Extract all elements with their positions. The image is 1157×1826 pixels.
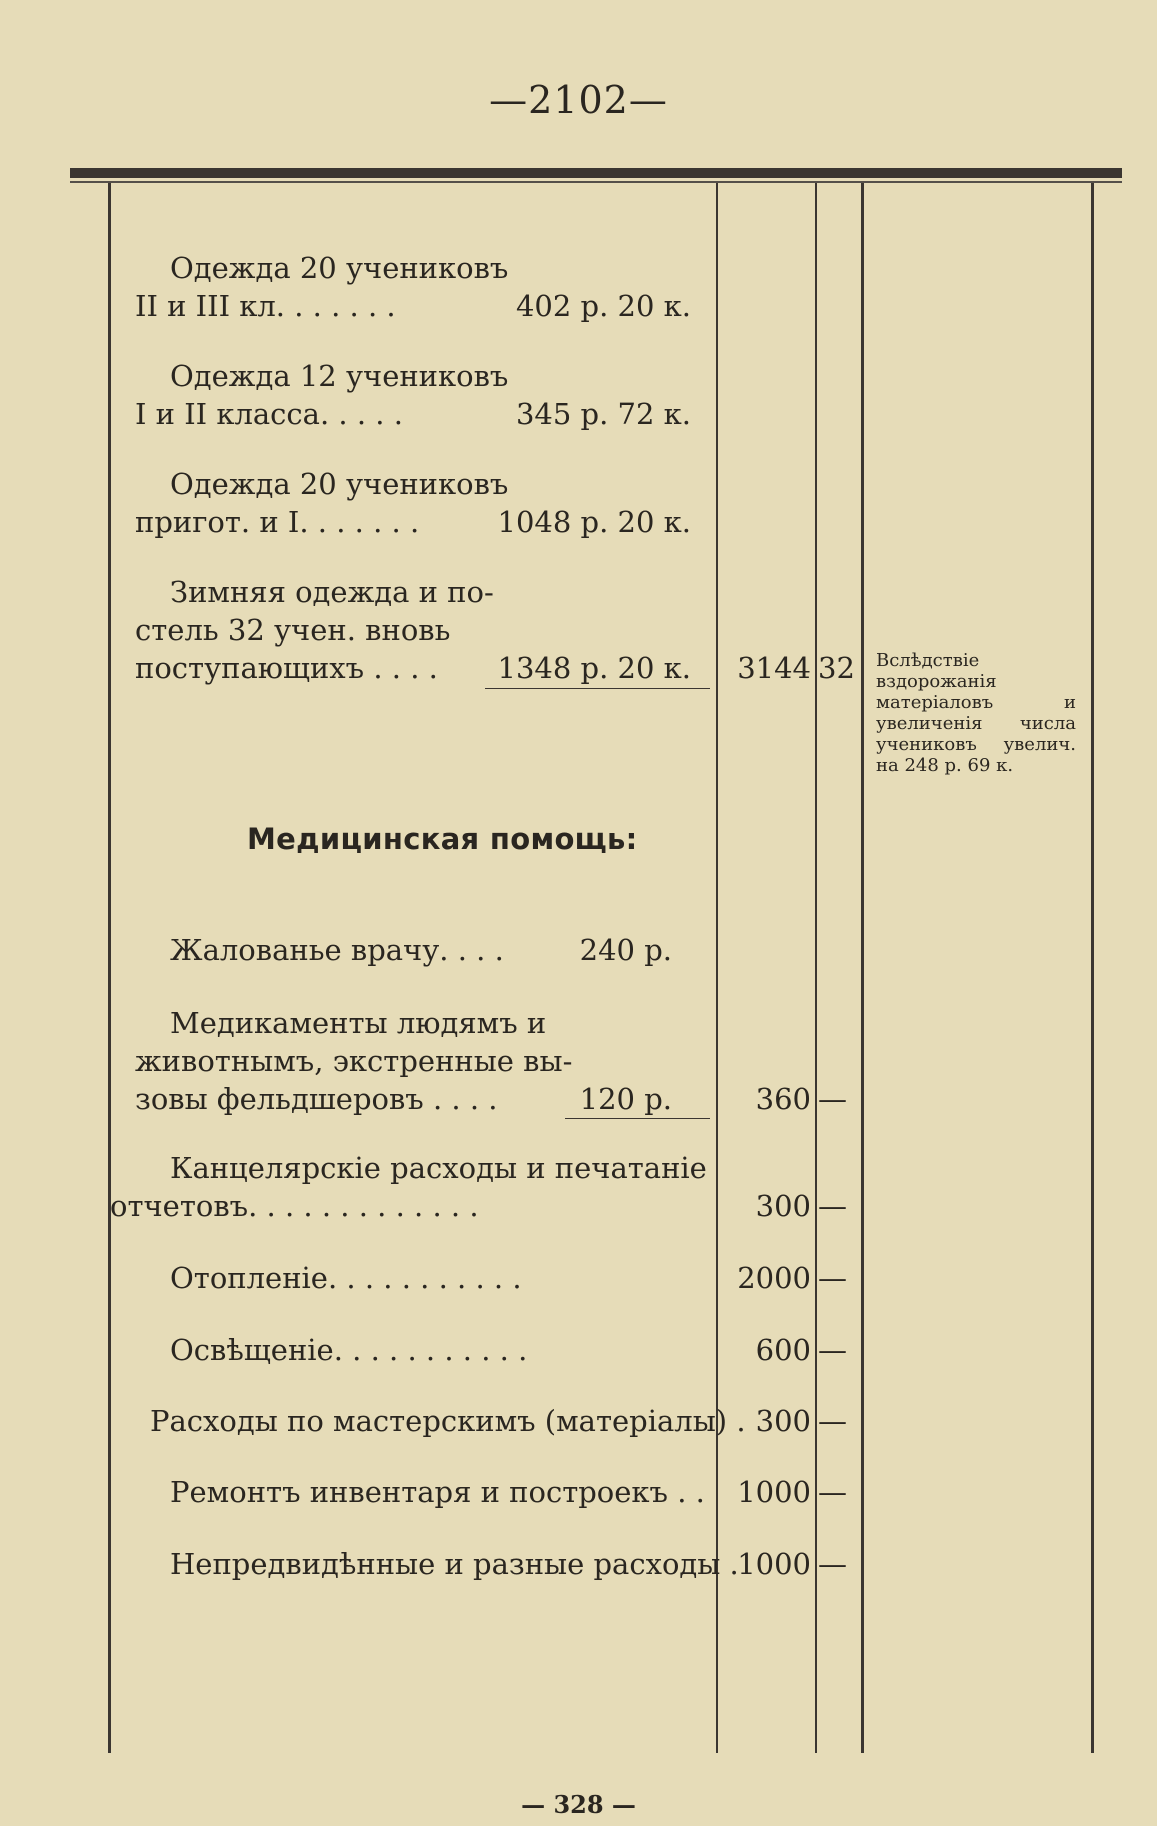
clothing-total-rub: 3144 (737, 651, 811, 685)
heating-kop: — (818, 1261, 847, 1295)
medical-heading: Медицинская помощь: (247, 822, 638, 856)
misc-expenses-label: Непредвидѣнные и разные расходы . (170, 1547, 739, 1581)
heating-label: Отопленіе. . . . . . . . . . . (170, 1261, 522, 1295)
clothing-1-line1: Одежда 20 учениковъ (170, 251, 509, 285)
misc-expenses-kop: — (818, 1547, 847, 1581)
doctor-amount: 240 р. (579, 933, 672, 967)
clothing-4-line1: Зимняя одежда и по- (170, 575, 494, 609)
clothing-1-amount: 402 р. 20 к. (515, 289, 691, 323)
lighting-kop: — (818, 1333, 847, 1367)
clothing-note: Вслѣдствіе вздорожанія матеріаловъ и увеличенія числа учениковъ увелич. на 248 р. 69 к. (876, 650, 1076, 776)
clothing-2-amount: 345 р. 72 к. (515, 397, 691, 431)
lighting-rub: 600 (755, 1333, 811, 1367)
office-expenses-line2: отчетовъ. . . . . . . . . . . . . (110, 1189, 479, 1223)
medicine-line1: Медикаменты людямъ и (170, 1006, 547, 1040)
clothing-3-line1: Одежда 20 учениковъ (170, 467, 509, 501)
table-right-border (1091, 183, 1094, 1753)
clothing-3-amount: 1048 р. 20 к. (497, 505, 691, 539)
workshop-expenses-kop: — (818, 1404, 847, 1438)
medicine-amount: 120 р. (579, 1082, 672, 1116)
office-expenses-rub: 300 (755, 1189, 811, 1223)
repair-rub: 1000 (737, 1475, 811, 1509)
medicine-line2: животнымъ, экстренные вы- (135, 1044, 573, 1078)
office-expenses-kop: — (818, 1189, 847, 1223)
clothing-1-line2: II и III кл. . . . . . . (135, 289, 396, 323)
doctor-label: Жалованье врачу. . . . (170, 933, 504, 967)
repair-label: Ремонтъ инвентаря и построекъ . . (170, 1475, 705, 1509)
page-number-bottom: — 328 — (521, 1790, 636, 1819)
workshop-expenses-rub: 300 (755, 1404, 811, 1438)
clothing-4-line3: поступающихъ . . . . (135, 651, 438, 685)
page-number-top: —2102— (489, 78, 668, 122)
medical-total-kop: — (818, 1082, 847, 1116)
top-rule (70, 168, 1122, 178)
office-expenses-line1: Канцелярскіе расходы и печатаніе (170, 1151, 707, 1185)
workshop-expenses-label: Расходы по мастерскимъ (матеріалы) . (150, 1404, 746, 1438)
misc-expenses-rub: 1000 (737, 1547, 811, 1581)
clothing-3-line2: пригот. и I. . . . . . . (135, 505, 420, 539)
column-divider-total (716, 183, 718, 1753)
repair-kop: — (818, 1475, 847, 1509)
lighting-label: Освѣщеніе. . . . . . . . . . . (170, 1333, 528, 1367)
top-rule-thin (70, 181, 1122, 183)
column-divider-note (861, 183, 864, 1753)
medical-subtotal-rule (565, 1118, 710, 1119)
heating-rub: 2000 (737, 1261, 811, 1295)
clothing-4-line2: стель 32 учен. вновь (135, 613, 451, 647)
medicine-line3: зовы фельдшеровъ . . . . (135, 1082, 498, 1116)
clothing-2-line1: Одежда 12 учениковъ (170, 359, 509, 393)
medical-total-rub: 360 (755, 1082, 811, 1116)
table-left-border (108, 183, 111, 1753)
clothing-subtotal-rule (485, 688, 710, 689)
clothing-2-line2: I и II класса. . . . . (135, 397, 403, 431)
column-divider-kop (815, 183, 817, 1753)
clothing-4-amount: 1348 р. 20 к. (497, 651, 691, 685)
clothing-total-kop: 32 (818, 651, 855, 685)
